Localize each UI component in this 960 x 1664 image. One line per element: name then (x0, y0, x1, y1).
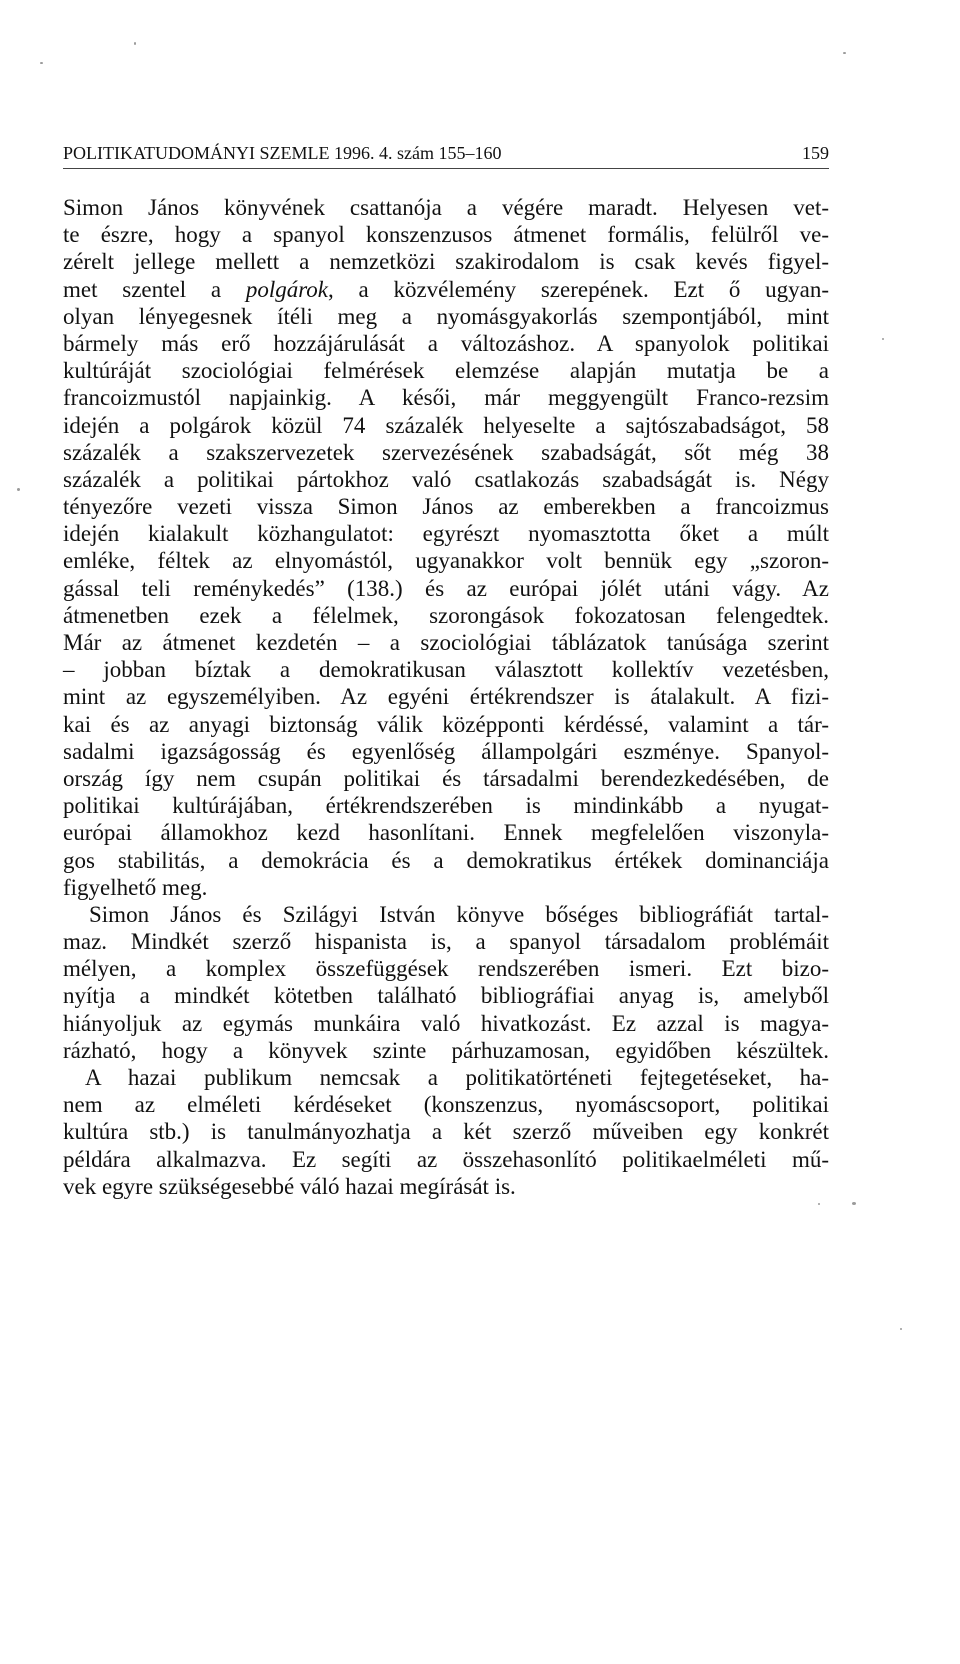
text-line: idején kialakult közhangulatot: egyrészt nyomasztotta őket a múlt (63, 521, 829, 547)
text-line: mélyen, a komplex összefüggések rendszerében ismeri. Ezt bizo- (63, 956, 829, 982)
text-line: sadalmi igazságosság és egyenlőség állampolgári eszménye. Spanyol- (63, 738, 829, 764)
text-line: ország így nem csupán politikai és társadalmi berendezkedésében, de (63, 765, 829, 791)
scan-speck (818, 1203, 820, 1205)
scan-speck (40, 62, 43, 64)
text-line: Simon János és Szilágyi István könyve bőséges bibliográfiát tartal- (89, 901, 829, 927)
text-line: idején a polgárok közül 74 százalék helyeselte a sajtószabadságot, 58 (63, 412, 829, 438)
text-line: gos stabilitás, a demokrácia és a demokratikus értékek dominanciája (63, 847, 829, 873)
text-line: példára alkalmazva. Ez segíti az összehasonlító politikaelméleti mű- (63, 1146, 829, 1172)
text-line: politikai kultúrájában, értékrendszerében is mindinkább a nyugat- (63, 793, 829, 819)
scan-speck (843, 52, 846, 54)
scan-speck (882, 338, 884, 340)
text-line: – jobban bíztak a demokratikusan választott kollektív vezetésben, (63, 657, 829, 683)
text-line: te észre, hogy a spanyol konszenzusos átmenet formális, felülről ve- (63, 222, 829, 248)
text-line: százalék a politikai pártokhoz való csatlakozás szabadságát is. Négy (63, 466, 829, 492)
text-line: nyítja a mindkét kötetben található bibliográfiai anyag is, amelyből (63, 983, 829, 1009)
page-number: 159 (802, 143, 829, 163)
text-line (63, 276, 829, 303)
text-line: bármely más erő hozzájárulását a változáshoz. A spanyolok politikai (63, 330, 829, 356)
header-rule (63, 168, 829, 169)
text-segment: met szentel a (63, 276, 246, 302)
scan-speck (17, 488, 20, 491)
scan-speck (900, 1328, 902, 1330)
text-line: kai és az anyagi biztonság válik középponti kérdéssé, valamint a tár- (63, 711, 829, 737)
journal-citation: POLITIKATUDOMÁNYI SZEMLE 1996. 4. szám 155–160 (63, 143, 502, 163)
text-line: francoizmustól napjainkig. A késői, már meggyengült Franco-rezsim (63, 385, 829, 411)
text-line: gással teli reménykedés” (138.) és az európai jólét utáni vágy. Az (63, 575, 829, 601)
text-line: tényezőre vezeti vissza Simon János az emberekben a francoizmus (63, 494, 829, 520)
text-line: átmenetben ezek a félelmek, szorongások fokozatosan felengedtek. (63, 602, 829, 628)
scan-speck (134, 42, 136, 45)
text-line: rázható, hogy a könyvek szinte párhuzamosan, egyidőben készültek. (63, 1037, 829, 1063)
text-line: Simon János könyvének csattanója a végére maradt. Helyesen vet- (63, 195, 829, 220)
text-line: mint az egyszemélyiben. Az egyéni értékrendszer is átalakult. A fizi- (63, 684, 829, 710)
text-line: hiányoljuk az egymás munkáira való hivatkozást. Ez azzal is magya- (63, 1010, 829, 1036)
text-line: zérelt jellege mellett a nemzetközi szakirodalom is csak kevés figyel- (63, 249, 829, 275)
text-segment: , a közvélemény szerepének. Ezt ő ugyan- (328, 276, 829, 302)
text-line: maz. Mindkét szerző hispanista is, a spanyol társadalom problémáit (63, 929, 829, 955)
article-body (63, 194, 829, 1200)
text-line: európai államokhoz kezd hasonlítani. Ennek megfelelően viszonyla- (63, 820, 829, 846)
text-line: Már az átmenet kezdetén – a szociológiai táblázatok tanúsága szerint (63, 630, 829, 655)
text-line: olyan lényegesnek ítéli meg a nyomásgyakorlás szempontjából, mint (63, 303, 829, 329)
text-line: emléke, féltek az elnyomástól, ugyanakkor volt bennük egy „szoron- (63, 548, 829, 574)
text-line: nem az elméleti kérdéseket (konszenzus, nyomáscsoport, politikai (63, 1092, 829, 1118)
text-line: százalék a szakszervezetek szervezésének szabadságát, sőt még 38 (63, 439, 829, 465)
text-line: vek egyre szükségesebbé váló hazai megírását is. (63, 1173, 516, 1199)
text-line: figyelhető meg. (63, 874, 208, 900)
scan-speck (852, 1202, 856, 1205)
text-line: A hazai publikum nemcsak a politikatörténeti fejtegetéseket, ha- (85, 1065, 829, 1090)
running-header (63, 139, 829, 167)
text-line: kultúra stb.) is tanulmányozhatja a két szerző műveiben egy konkrét (63, 1119, 829, 1145)
text-line: kultúráját szociológiai felmérések elemzése alapján mutatja be a (63, 358, 829, 384)
emphasized-word: polgárok (245, 276, 329, 302)
